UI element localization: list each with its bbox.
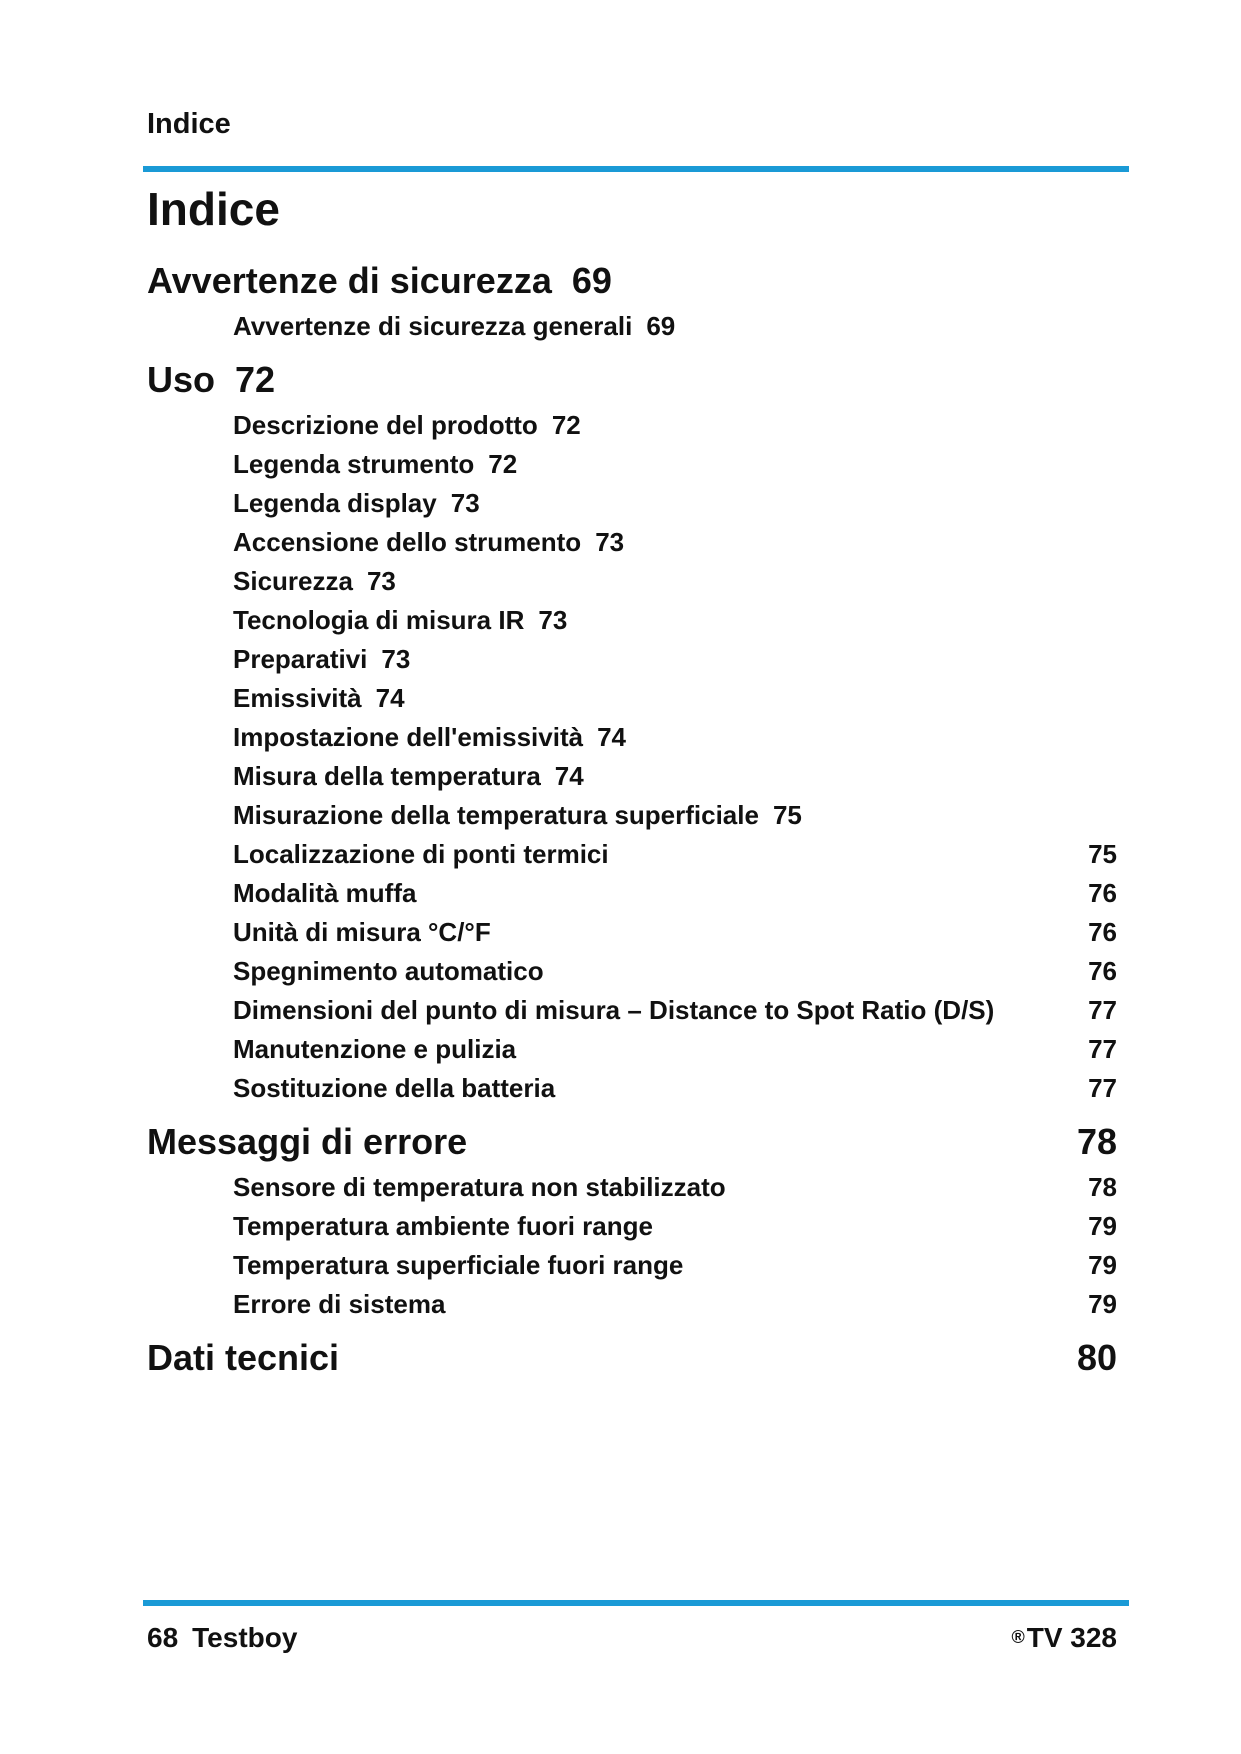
toc-section xyxy=(147,354,1117,1108)
toc-entry[interactable] xyxy=(233,1168,1117,1207)
toc-entry-label xyxy=(233,757,584,796)
toc-entry[interactable] xyxy=(233,445,1117,484)
toc-entry[interactable] xyxy=(233,796,1117,835)
toc-entry-label xyxy=(233,601,567,640)
toc-entry-title: Sicurezza xyxy=(233,566,353,596)
footer-rule xyxy=(143,1600,1129,1606)
toc-entry-page-number: 79 xyxy=(1088,1250,1117,1280)
footer-page-number: 68 xyxy=(147,1622,179,1653)
toc-entry-label xyxy=(233,796,802,835)
toc-entry-title: Misurazione della temperatura superficiale xyxy=(233,800,759,830)
toc-entry-page-number: 77 xyxy=(1088,995,1117,1025)
toc-entry-page-number: 74 xyxy=(375,683,405,713)
toc-entry[interactable] xyxy=(233,406,1117,445)
toc-entry-title: Emissività xyxy=(233,683,362,713)
toc-entry[interactable] xyxy=(233,913,1117,952)
toc-entry-title: Accensione dello strumento xyxy=(233,527,582,557)
running-header: Indice xyxy=(147,108,231,140)
toc-entry-page-number: 73 xyxy=(366,566,396,596)
toc-section-heading-title: Avvertenze di sicurezza xyxy=(147,260,552,301)
toc-entry-page-number: 73 xyxy=(595,527,625,557)
toc-entry-label xyxy=(233,679,405,718)
footer-left xyxy=(147,1622,297,1654)
toc-entry[interactable] xyxy=(233,679,1117,718)
toc-entry-title: Preparativi xyxy=(233,644,368,674)
toc-entry-title: Modalità muffa xyxy=(233,878,417,908)
toc-section xyxy=(147,1116,1117,1324)
toc-entry-list xyxy=(233,406,1117,1108)
toc-entry-list xyxy=(233,1168,1117,1324)
toc-section-heading-label xyxy=(147,1332,339,1384)
toc-entry-page-number: 74 xyxy=(597,722,626,752)
toc-entry[interactable] xyxy=(233,1285,1117,1324)
toc-entry-title: Manutenzione e pulizia xyxy=(233,1034,517,1064)
toc-entry[interactable] xyxy=(233,952,1117,991)
toc-entry[interactable] xyxy=(233,562,1117,601)
toc-entry-title: Avvertenze di sicurezza generali xyxy=(233,311,633,341)
toc-entry-label xyxy=(233,1069,555,1108)
toc-section-heading-label xyxy=(147,1116,467,1168)
toc-entry-list xyxy=(233,307,1117,346)
toc-entry[interactable] xyxy=(233,601,1117,640)
toc-entry-label xyxy=(233,874,416,913)
toc-entry-label xyxy=(233,991,994,1030)
toc-entry-title: Temperatura superficiale fuori range xyxy=(233,1250,684,1280)
toc-entry-title: Descrizione del prodotto xyxy=(233,410,538,440)
toc-section-heading[interactable] xyxy=(147,1332,1117,1384)
toc-entry-title: Sostituzione della batteria xyxy=(233,1073,556,1103)
toc-entry-page-number: 72 xyxy=(488,449,518,479)
toc-entry-label xyxy=(233,523,624,562)
toc-entry[interactable] xyxy=(233,307,1117,346)
toc-entry[interactable] xyxy=(233,718,1117,757)
toc-entry-title: Misura della temperatura xyxy=(233,761,541,791)
toc-section xyxy=(147,255,1117,346)
toc-section-heading[interactable] xyxy=(147,255,1117,307)
toc-entry[interactable] xyxy=(233,1069,1117,1108)
toc-entry[interactable] xyxy=(233,874,1117,913)
footer-right xyxy=(1011,1622,1117,1654)
toc-entry-page-number: 69 xyxy=(646,311,676,341)
registered-mark: ® xyxy=(1011,1627,1025,1647)
toc-entry-label xyxy=(233,1207,653,1246)
toc-entry-title: Temperatura ambiente fuori range xyxy=(233,1211,653,1241)
page-title: Indice xyxy=(147,183,280,235)
toc-entry-title: Sensore di temperatura non stabilizzato xyxy=(233,1172,726,1202)
toc-entry-title: Localizzazione di ponti termici xyxy=(233,839,609,869)
toc-section-heading[interactable] xyxy=(147,1116,1117,1168)
toc-entry-title: Unità di misura °C/°F xyxy=(233,917,491,947)
toc-entry-page-number: 73 xyxy=(381,644,411,674)
toc-section-heading-title: Uso xyxy=(147,359,216,400)
header-rule xyxy=(143,166,1129,172)
footer-model: TV 328 xyxy=(1026,1622,1117,1653)
toc-entry-page-number: 77 xyxy=(1088,1073,1117,1103)
toc-section-heading-page-number: 69 xyxy=(571,260,612,301)
toc-section-heading-label xyxy=(147,255,612,307)
toc-entry-title: Legenda strumento xyxy=(233,449,475,479)
toc-section-heading-title: Messaggi di errore xyxy=(147,1121,468,1162)
toc-entry-page-number: 73 xyxy=(538,605,568,635)
toc-entry[interactable] xyxy=(233,991,1117,1030)
toc-entry-label xyxy=(233,913,491,952)
toc-entry[interactable] xyxy=(233,757,1117,796)
toc-entry-label xyxy=(233,835,609,874)
toc-entry-title: Impostazione dell'emissività xyxy=(233,722,584,752)
toc-entry-label xyxy=(233,406,581,445)
toc-section-heading-page-number: 72 xyxy=(235,359,276,400)
toc-section-heading-label xyxy=(147,354,275,406)
toc-section xyxy=(147,1332,1117,1384)
toc-entry-title: Spegnimento automatico xyxy=(233,956,544,986)
toc-entry[interactable] xyxy=(233,1030,1117,1069)
toc-entry-page-number: 76 xyxy=(1088,917,1117,947)
toc-entry-page-number: 75 xyxy=(1088,839,1117,869)
toc-entry-page-number: 73 xyxy=(450,488,480,518)
toc-entry-label xyxy=(233,562,396,601)
toc-entry[interactable] xyxy=(233,1207,1117,1246)
toc-entry-page-number: 75 xyxy=(772,800,802,830)
toc-entry-label xyxy=(233,952,544,991)
toc-entry[interactable] xyxy=(233,1246,1117,1285)
toc-entry-page-number: 77 xyxy=(1088,1034,1117,1064)
toc-entry-label xyxy=(233,1168,726,1207)
toc-entry-title: Errore di sistema xyxy=(233,1289,446,1319)
toc-entry-page-number: 76 xyxy=(1088,956,1117,986)
toc-entry-page-number: 79 xyxy=(1088,1289,1117,1319)
toc-section-heading[interactable] xyxy=(147,354,1117,406)
footer-brand: Testboy xyxy=(192,1622,298,1653)
toc-entry-label xyxy=(233,640,410,679)
toc-entry-label xyxy=(233,1246,683,1285)
toc-entry-title: Legenda display xyxy=(233,488,437,518)
toc-entry-page-number: 72 xyxy=(551,410,581,440)
toc-entry-page-number: 79 xyxy=(1088,1211,1117,1241)
toc-entry-title: Tecnologia di misura IR xyxy=(233,605,525,635)
toc-entry-label xyxy=(233,445,517,484)
toc-entry-label xyxy=(233,484,480,523)
toc-entry[interactable] xyxy=(233,523,1117,562)
toc-entry[interactable] xyxy=(233,484,1117,523)
toc-entry-label xyxy=(233,1285,445,1324)
toc-entry-label xyxy=(233,307,675,346)
toc-section-heading-page-number: 78 xyxy=(1076,1121,1117,1162)
toc-entry[interactable] xyxy=(233,640,1117,679)
toc-entry-label xyxy=(233,1030,516,1069)
toc-section-heading-title: Dati tecnici xyxy=(147,1337,340,1378)
toc-section-heading-page-number: 80 xyxy=(1076,1337,1117,1378)
table-of-contents xyxy=(147,255,1117,1392)
toc-entry-title: Dimensioni del punto di misura – Distance to Spot Ratio (D/S) xyxy=(233,995,995,1025)
toc-entry-label xyxy=(233,718,626,757)
toc-entry-page-number: 78 xyxy=(1088,1172,1117,1202)
toc-entry-page-number: 76 xyxy=(1088,878,1117,908)
toc-entry[interactable] xyxy=(233,835,1117,874)
toc-entry-page-number: 74 xyxy=(554,761,584,791)
